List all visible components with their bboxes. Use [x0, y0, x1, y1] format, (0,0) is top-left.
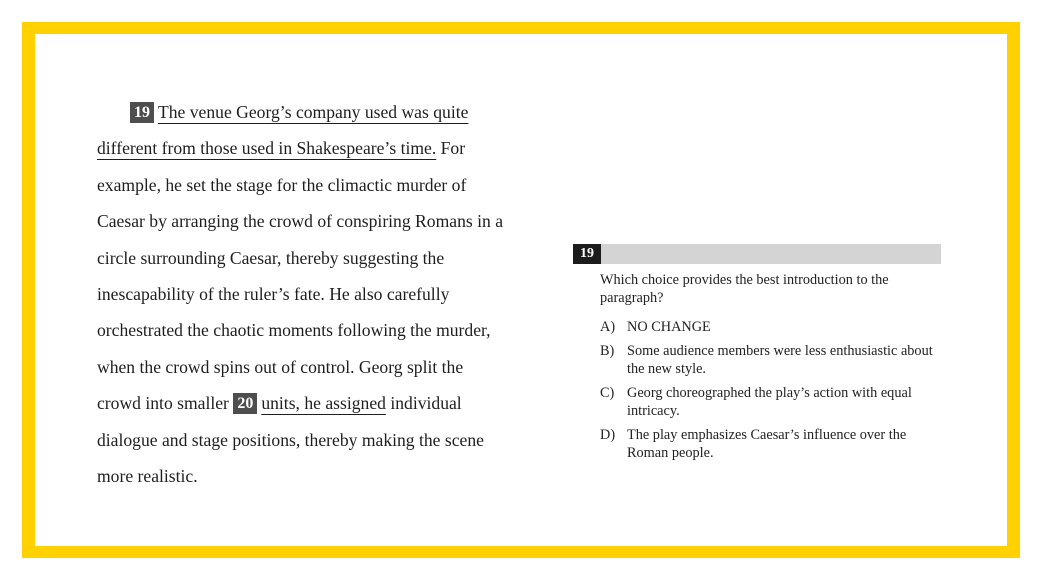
question-header-bar [573, 244, 941, 264]
question-number: 19 [573, 244, 601, 264]
passage [97, 94, 557, 494]
passage-line-3: example, he set the stage for the climactic murder of [97, 174, 467, 195]
passage-line-9 [97, 385, 557, 421]
passage-line-5: circle surrounding Caesar, thereby suggesting the [97, 247, 445, 268]
passage-line-8: when the crowd spins out of control. Georg split the [97, 356, 464, 377]
passage-line-1 [97, 94, 557, 130]
passage-line-7: orchestrated the chaotic moments following the murder, [97, 320, 491, 341]
underlined-text-19b: different from those used in Shakespeare’s time. [97, 138, 437, 159]
answer-option-c[interactable] [600, 384, 945, 420]
passage-line-6: inescapability of the ruler’s fate. He also carefully [97, 283, 450, 304]
option-letter: C) [600, 385, 615, 401]
underlined-text-19a: The venue Georg’s company used was quite [158, 102, 469, 122]
option-text: Some audience members were less enthusiastic about the new style. [627, 343, 933, 377]
passage-line-2 [97, 130, 557, 166]
answer-options [600, 318, 945, 468]
option-letter: D) [600, 427, 616, 443]
answer-option-b[interactable] [600, 342, 945, 378]
passage-text: crowd into smaller [97, 393, 234, 414]
underlined-text-20: units, he assigned [261, 393, 386, 414]
passage-line-11: more realistic. [97, 465, 198, 486]
option-text: Georg choreographed the play’s action with equal intricacy. [627, 385, 912, 419]
question-prompt: Which choice provides the best introduction to the paragraph? [600, 272, 889, 306]
option-letter: B) [600, 343, 615, 359]
question-number-badge-20[interactable]: 20 [233, 393, 257, 414]
passage-line-10: dialogue and stage positions, thereby making the scene [97, 429, 484, 450]
option-letter: A) [600, 319, 616, 335]
option-text: The play emphasizes Caesar’s influence over the Roman people. [627, 427, 907, 461]
question-number-badge-19[interactable]: 19 [130, 102, 154, 123]
answer-option-d[interactable] [600, 426, 945, 462]
passage-text: For [436, 138, 466, 159]
passage-line-4: Caesar by arranging the crowd of conspiring Romans in a [97, 211, 504, 232]
option-text: NO CHANGE [627, 319, 711, 335]
yellow-frame [22, 22, 1020, 558]
passage-text: individual [385, 393, 462, 414]
test-page [35, 34, 1007, 546]
answer-option-a[interactable] [600, 318, 945, 336]
